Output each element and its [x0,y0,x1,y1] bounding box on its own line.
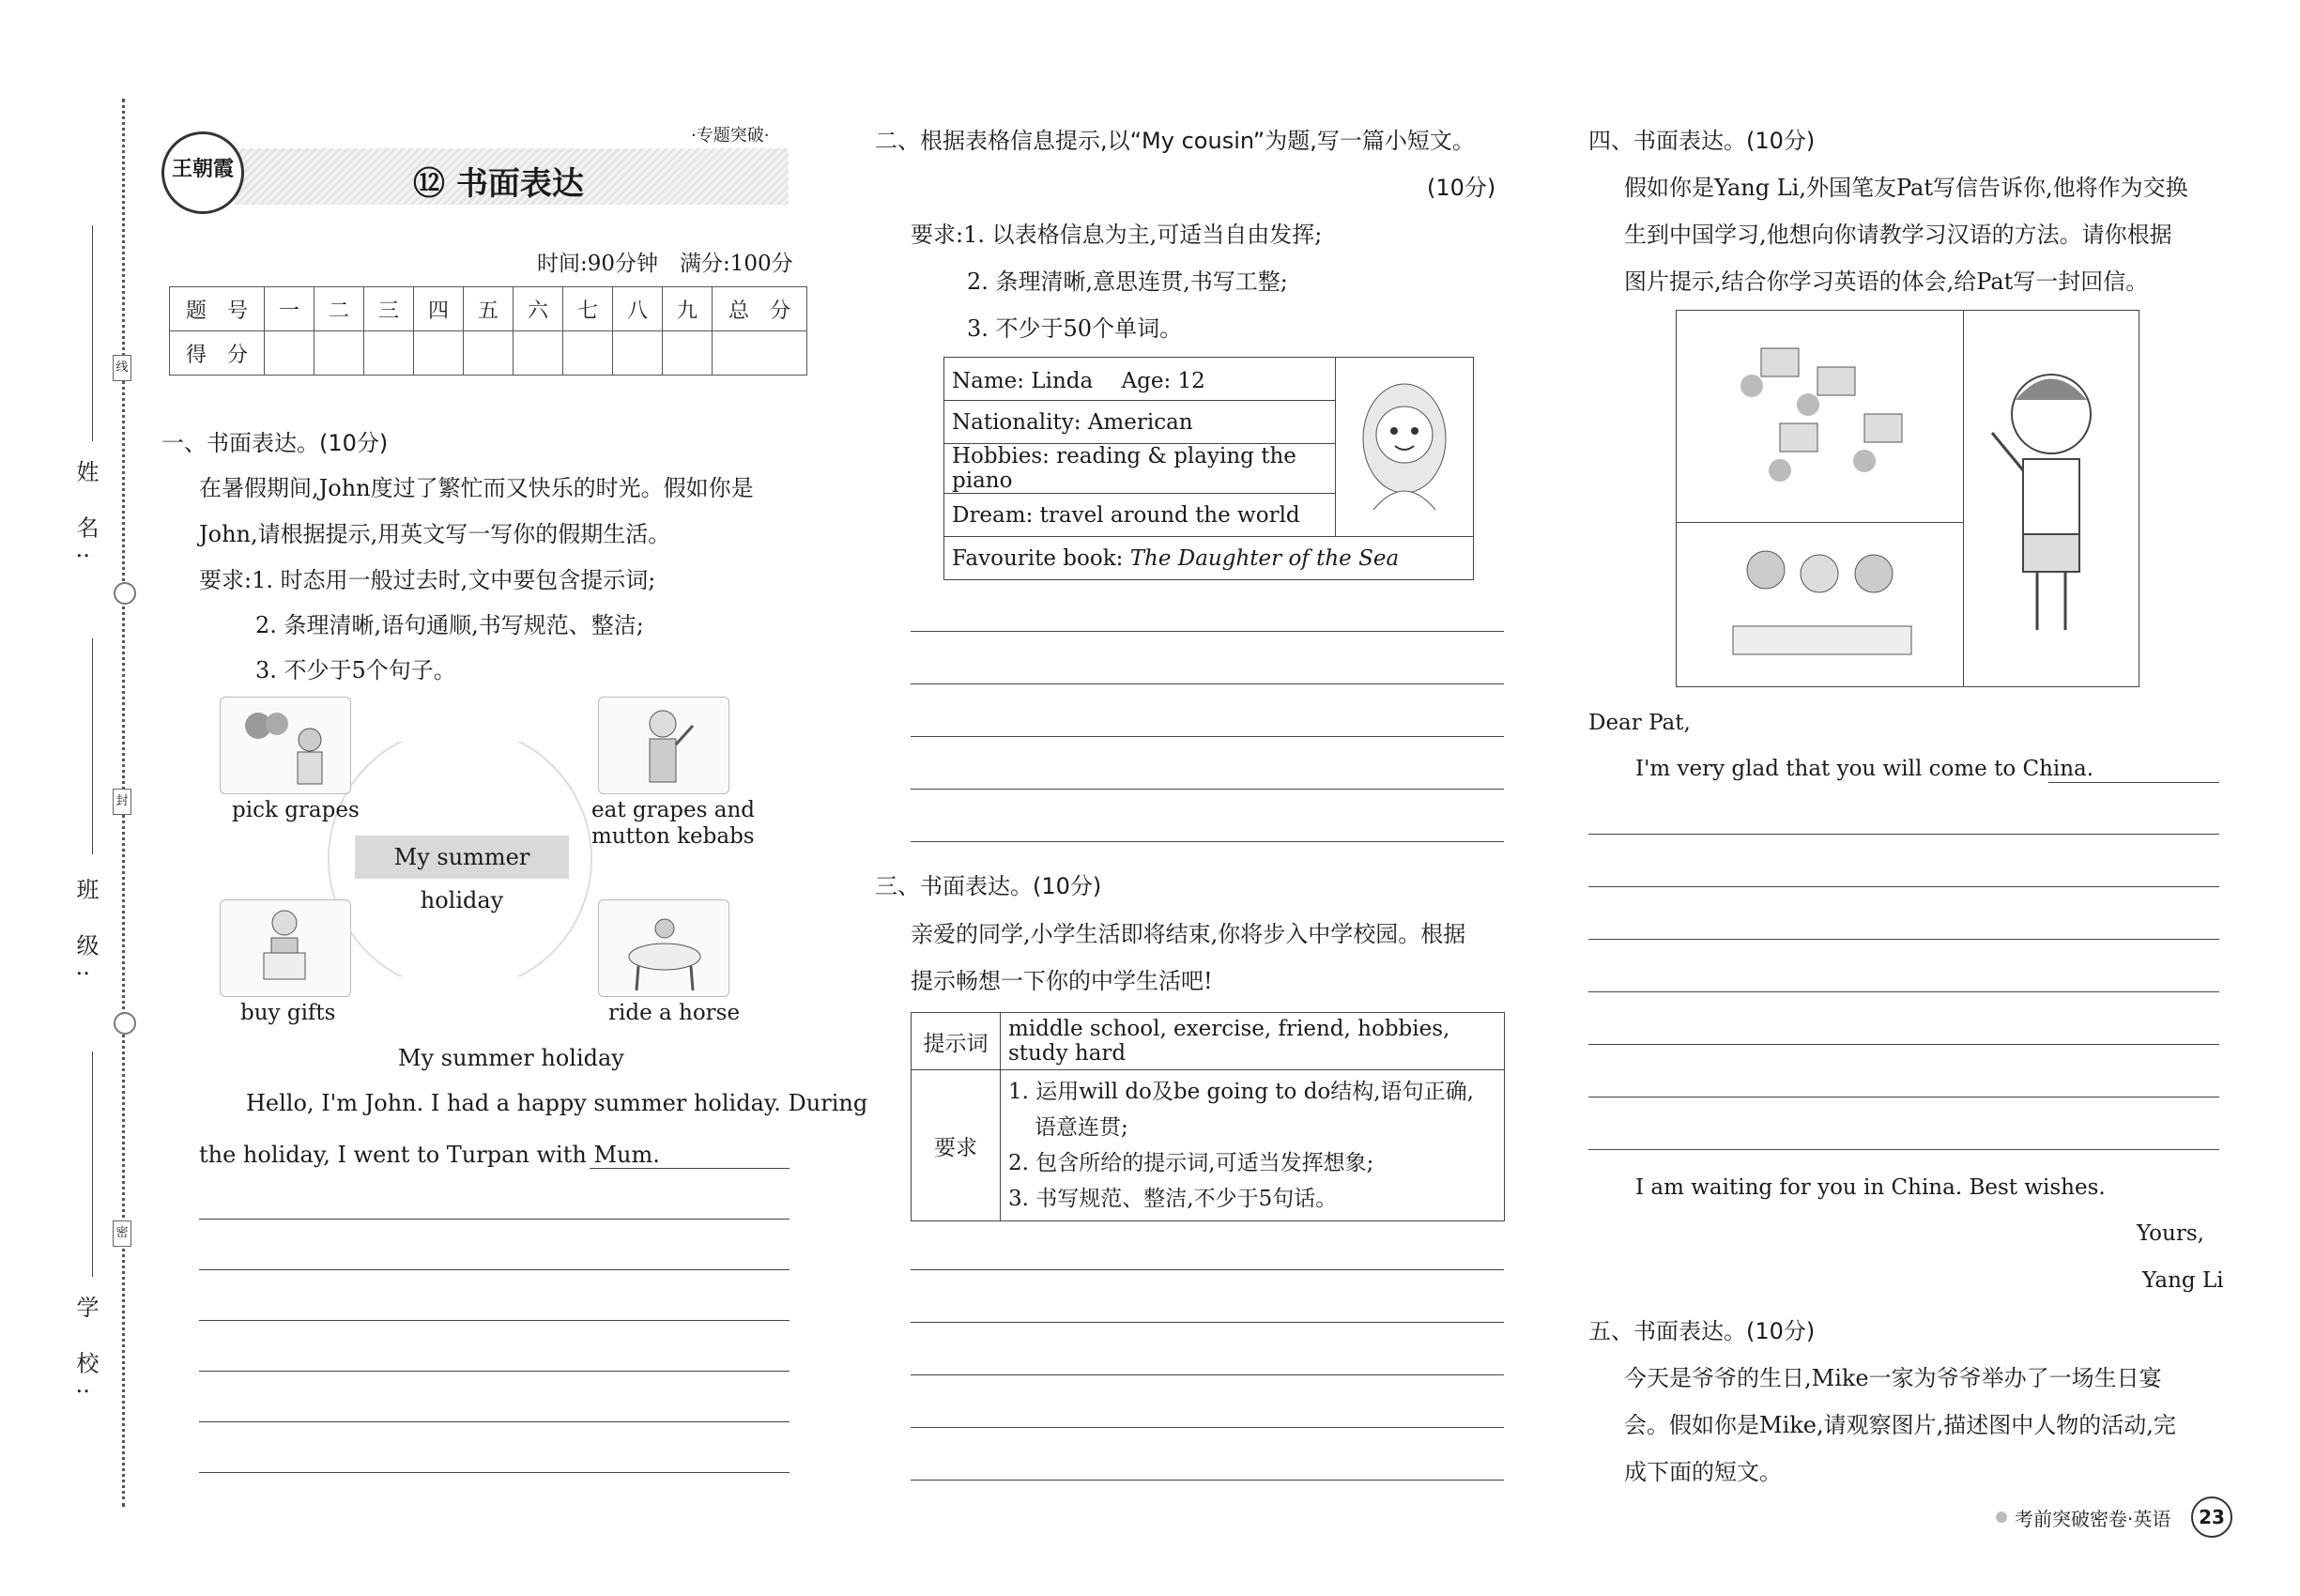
answer-line[interactable] [911,736,1504,737]
score-header-cell: 七 [563,287,613,331]
score-header-cell: 九 [663,287,713,331]
map-item-pick-grapes: pick grapes [232,798,360,822]
answer-line[interactable] [911,1480,1504,1481]
q1-requirement: 3. 不少于5个句子。 [255,657,456,683]
score-cell[interactable] [713,331,807,376]
page-title [413,158,584,204]
score-header-cell: 二 [314,287,364,331]
hint-label: 提示词 [912,1013,1001,1070]
answer-line[interactable] [911,1322,1504,1323]
map-item-mutton-kebabs: mutton kebabs [591,824,755,849]
q2-requirement: 2. 条理清晰,意思连贯,书写工整; [967,269,1288,295]
q3-prompt-line: 提示畅想一下你的中学生活吧! [911,968,1213,994]
letter-closing: I am waiting for you in China. Best wishes. [1635,1175,2106,1200]
picture-frame [1676,310,2139,687]
answer-line[interactable] [911,1374,1504,1375]
q1-prompt-line: 在暑假期间,John度过了繁忙而又快乐的时光。假如你是 [199,475,754,501]
mind-map-center: My summer holiday [355,836,569,879]
q3-prompt-line: 亲爱的同学,小学生活即将结束,你将步入中学校园。根据 [911,921,1466,947]
score-cell[interactable] [314,331,364,376]
essay-start-line: the holiday, I went to Turpan with Mum. [199,1142,660,1168]
footer-label: 考前突破密卷·英语 [2015,1508,2171,1530]
score-header-cell: 题 号 [170,287,265,331]
score-table [169,286,807,376]
score-cell[interactable] [663,331,713,376]
class-label: 班 级: [72,878,99,990]
time-info: 时间:90分钟 满分:100分 [537,252,793,276]
letter-signature: Yang Li [2142,1268,2224,1293]
name-label: 姓 名: [72,460,99,573]
info-dream: Dream: travel around the world [944,494,1336,537]
q5-prompt-line: 今天是爷爷的生日,Mike一家为爷爷举办了一场生日宴 [1624,1365,2162,1391]
q2-heading: 二、根据表格信息提示,以“My cousin”为题,写一篇小短文。 [875,128,1475,154]
score-header-cell: 六 [514,287,563,331]
answer-line[interactable] [1588,834,2219,835]
answer-line[interactable] [199,1269,790,1270]
ride-horse-image [598,899,729,997]
q3-heading: 三、书面表达。(10分) [875,873,1102,899]
score-cell[interactable] [514,331,563,376]
answer-line[interactable] [1588,939,2219,940]
score-cell[interactable] [414,331,464,376]
info-hobbies: Hobbies: reading & playing the piano [944,444,1336,494]
q5-prompt-line: 会。假如你是Mike,请观察图片,描述图中人物的活动,完 [1624,1412,2176,1438]
answer-line[interactable] [911,789,1504,790]
score-header-cell: 四 [414,287,464,331]
answer-line[interactable] [199,1219,790,1220]
info-favourite-book [944,537,1474,580]
q4-heading: 四、书面表达。(10分) [1588,128,1816,154]
requirement-item: 1. 运用will do及be going to do结构,语句正确, [1008,1080,1474,1104]
map-item-eat-grapes: eat grapes and [591,798,756,822]
book-label: Favourite book: [952,545,1130,571]
score-label-cell: 得 分 [170,331,265,376]
answer-line[interactable] [911,631,1504,632]
boy-waving-image [1964,311,2139,686]
q2-requirement: 要求:1. 以表格信息为主,可适当自由发挥; [911,222,1323,248]
score-cell[interactable] [563,331,613,376]
letter-yours: Yours, [2137,1221,2204,1246]
school-write-line [92,1051,93,1277]
answer-line[interactable] [1588,991,2219,992]
answer-line[interactable] [199,1421,790,1422]
page-number: 23 [2191,1496,2232,1538]
info-nationality: Nationality: American [944,401,1336,444]
school-label: 学 校: [72,1296,99,1408]
section-tag: ·专题突破· [691,126,770,146]
answer-line[interactable] [1588,886,2219,887]
title-text: 书面表达 [455,165,584,203]
letter-greeting: Dear Pat, [1588,711,1691,735]
score-header-cell: 一 [265,287,314,331]
answer-line[interactable] [1588,1044,2219,1045]
score-cell[interactable] [364,331,414,376]
q4-prompt-line: 假如你是Yang Li,外国笔友Pat写信告诉你,他将作为交换 [1624,175,2188,201]
score-header-cell: 总 分 [713,287,807,331]
class-write-line [92,638,93,854]
answer-line[interactable] [911,683,1504,684]
requirement-label: 要求 [912,1070,1001,1221]
cousin-info-table [943,357,1474,580]
q5-prompt-line: 成下面的短文。 [1624,1459,1782,1485]
binding-hole-icon [114,1012,136,1035]
answer-line[interactable] [1588,1149,2219,1150]
essay-title: My summer holiday [398,1045,624,1071]
map-item-ride-horse: ride a horse [608,1001,741,1025]
buy-gifts-image [220,899,351,997]
letter-opening: I'm very glad that you will come to China. [1635,757,2094,781]
q2-points: (10分) [1427,175,1496,201]
info-name: Name: Linda Age: 12 [944,358,1336,401]
answer-line[interactable] [590,1168,790,1169]
girl-portrait [1336,358,1474,537]
answer-line[interactable] [2048,782,2219,783]
answer-line[interactable] [911,1427,1504,1428]
requirement-item: 2. 包含所给的提示词,可适当发挥想象; [1008,1151,1374,1175]
q4-prompt-line: 生到中国学习,他想向你请教学习汉语的方法。请你根据 [1624,222,2172,248]
score-header-cell: 三 [364,287,414,331]
binding-mark-line: 线 [113,355,131,381]
title-number: ⑫ [413,165,445,203]
score-header-cell: 五 [464,287,514,331]
footer-dot-icon [1996,1512,2007,1523]
logo-seal [161,131,244,214]
essay-start-line: Hello, I'm John. I had a happy summer holiday. During [246,1090,868,1116]
hint-words: middle school, exercise, friend, hobbies, study hard [1001,1013,1505,1070]
binding-hole-icon [114,582,136,605]
name-write-line [92,225,93,441]
map-item-buy-gifts: buy gifts [240,1001,336,1025]
score-cell[interactable] [613,331,663,376]
q4-prompt-line: 图片提示,结合你学习英语的体会,给Pat写一封回信。 [1624,269,2149,295]
q5-heading: 五、书面表达。(10分) [1588,1318,1816,1344]
requirement-item: 3. 书写规范、整洁,不少于5句话。 [1008,1187,1338,1211]
score-cell[interactable] [265,331,314,376]
logo-text: 王朝霞 [171,157,234,181]
requirement-item: 语意连贯; [1035,1115,1128,1140]
binding-mark-seal: 封 [113,789,131,815]
q2-requirement: 3. 不少于50个单词。 [967,315,1183,342]
q1-requirement: 要求:1. 时态用一般过去时,文中要包含提示词; [199,567,656,593]
score-header-cell: 八 [613,287,663,331]
answer-line[interactable] [199,1472,790,1473]
pick-grapes-image [220,697,351,794]
requirement-list [1001,1070,1505,1221]
answer-line[interactable] [199,1371,790,1372]
eat-kebabs-image [598,697,729,794]
book-title: The Daughter of the Sea [1129,545,1400,571]
binding-mark-secret: 密 [113,1220,131,1247]
q1-prompt-line: John,请根据提示,用英文写一写你的假期生活。 [199,521,671,547]
answer-line[interactable] [199,1320,790,1321]
score-cell[interactable] [464,331,514,376]
students-image [1677,523,1964,686]
answer-line[interactable] [911,841,1504,842]
q1-heading: 一、书面表达。(10分) [161,430,389,456]
classroom-image [1677,311,1964,523]
hint-table [911,1012,1505,1221]
q1-requirement: 2. 条理清晰,语句通顺,书写规范、整洁; [255,612,644,638]
answer-line[interactable] [911,1269,1504,1270]
